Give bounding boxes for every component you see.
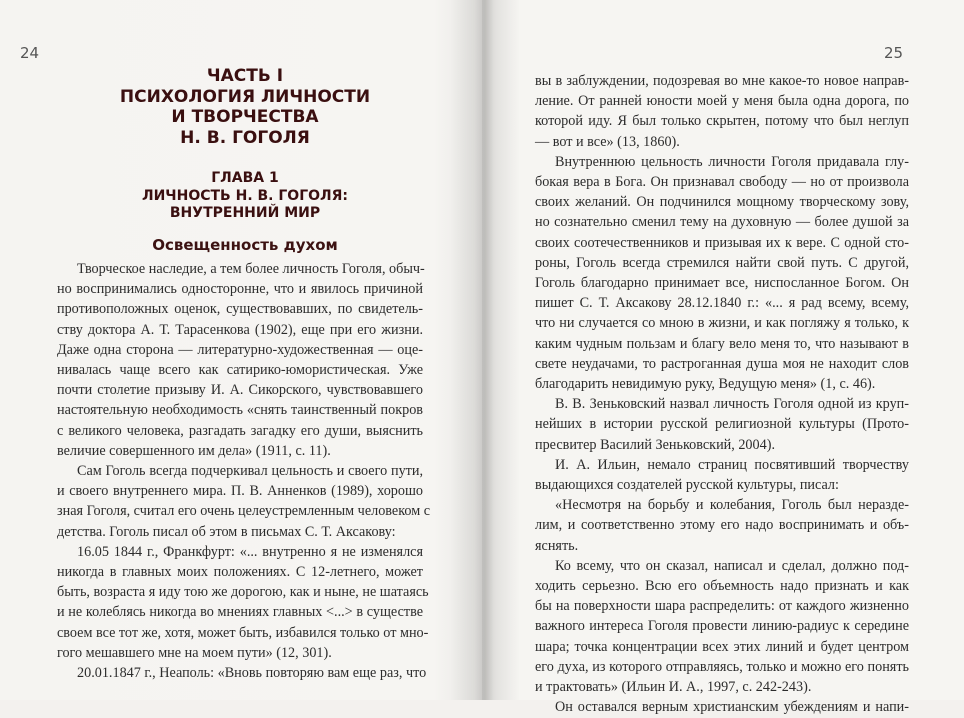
text-line: пресвитер Василий Зеньковский, 2004). [535,436,775,453]
text-line: и не колеблясь никогда во мнениях главных <...> в существе [57,604,423,621]
text-line: нивалась чаще всего как сатирико-юмористическая. Уже [57,362,423,379]
text-line: и своего внутреннего мира. П. В. Анненков (1989), хорошо [57,483,423,500]
part-title-line: ЧАСТЬ I [206,66,284,86]
part-title-line: И ТВОРЧЕСТВА [171,107,319,127]
text-line: важного интереса Гоголя провести линию-радиус к середине [535,618,909,635]
text-line: Гоголь благодарно принимает все, ниспосланное Богом. Он [535,275,909,292]
text-line: Даже одна сторона — литературно-художественная — оце- [57,341,423,358]
page-number-right: 25 [884,44,904,62]
text-line: детства. Гоголь писал об этом в письмах С. Т. Аксакову: [57,523,396,540]
text-line: своих соотечественников и призывая их к вере. С одной сто- [535,234,909,251]
text-line: каким чудным пользам и благу вело меня то, что называют в [535,335,909,352]
text-line: Творческое наследие, а тем более личность Гоголя, обыч- [77,261,425,277]
text-line: благодарить невидимую руку, Ведущую меня» (1, с. 46). [535,376,876,393]
text-line: свете неудачами, то растроганная душа моя не находит слов [535,355,909,372]
text-line: роны, Гоголь всегда стремился найти свой путь. С другой, [535,254,909,271]
text-line: «Несмотря на борьбу и колебания, Гоголь был нераздe- [555,497,909,514]
text-line: но воспринимались односторонне, что и явилось причиной [57,281,423,298]
text-line: но сознательно сменил тему на духовную — более душой за [535,214,909,231]
text-line: почти столетие призыву И. А. Сикорского, чувствовавшего [57,382,423,399]
text-line: своих желаний. Он подчинился мощному творческому зову, [535,194,909,211]
text-line: Сам Гоголь всегда подчеркивал цельность и своего пути, [77,463,423,480]
page-number-left: 24 [20,44,40,62]
text-line: противоположных оценок, существовавших, по свидетель- [57,301,423,318]
text-line: которой иду. Я был только скрытен, потому что был неглуп [535,113,909,130]
text-line: ление. От ранней юности моей у меня была одна дорога, по [535,93,909,110]
text-line: что ни случается со мною в жизни, и как погляжу я только, к [535,315,909,332]
text-line: — вот и все» (13, 1860). [535,133,680,150]
right-body-text [535,71,909,718]
text-line: своем все тот же, хотя, может быть, избавился только от мно- [57,624,429,641]
book-gutter [450,0,520,700]
text-line: бы на поверхности шара распределить: от каждого жизненно [535,598,909,615]
text-line: ходить серьезно. Всю его объемность надо признать и как [535,578,909,595]
text-line: яснять. [535,537,579,554]
text-line: его духа, из которого отправляясь, только и можно его понять [535,658,909,675]
text-line: И. А. Ильин, немало страниц посвятивший творчеству [555,456,909,473]
text-line: и трактовать» (Ильин И. А., 1997, с. 242-243). [535,679,812,696]
text-line: с великого человека, разгадать загадку его души, выяснить [57,422,423,439]
text-line: бокая вера в Бога. Он признавал свободу — но от произвола [535,174,909,191]
text-line: гого мешавшего мне на моем пути» (12, 301). [57,644,332,661]
text-line: 20.01.1847 г., Неаполь: «Вновь повторяю вам еще раз, что [77,665,427,682]
text-line: величие совершенного им дела» (1911, с. 11). [57,442,331,459]
text-line: 16.05 1844 г., Франкфурт: «... внутренно я не изменялся [77,543,423,560]
text-line: быть, возраста я иду тою же дорогою, как и ныне, не шатаясь [57,584,429,601]
text-line: шара; точка концентрации всех этих линий и будет центром [535,638,909,655]
text-line: вы в заблуждении, подозревая во мне какое-то новое направ- [535,73,909,89]
text-line: нейших в истории русской религиозной культуры (Прото- [535,416,909,433]
chapter-title-line: ВНУТРЕННИЙ МИР [169,205,321,221]
text-line: выдающихся создателей русской культуры, писал: [535,477,839,494]
text-line: пишет С. Т. Аксакову 28.12.1840 г.: «... я рад всему, всему, [535,295,909,312]
part-title [60,66,430,148]
chapter-title-line: ГЛАВА 1 [211,170,279,186]
part-title-line: ПСИХОЛОГИЯ ЛИЧНОСТИ [119,86,371,107]
left-body-text [57,259,431,683]
text-line: настоятельную необходимость «снять таинственный покров [57,402,423,419]
section-title: Освещенность духом [152,236,338,254]
text-line: Внутреннюю цельность личности Гоголя придавала глу- [555,153,909,170]
text-line: ству доктора А. Т. Тарасенкова (1902), еще при его жизни. [57,321,423,338]
text-line: Он оставался верным христианским убеждениям и напи- [555,699,909,716]
text-line: лим, и соответственно этому его надо воспринимать и объ- [535,517,909,534]
chapter-title [60,170,430,223]
part-title-line: Н. В. ГОГОЛЯ [180,127,310,148]
text-line: Ко всему, что он сказал, написал и сделал, должно под- [555,557,909,574]
text-line: В. В. Зеньковский назвал личность Гоголя одной из круп- [555,396,909,413]
text-line: зная Гоголя, считал его очень целеустремленным человеком с [57,503,431,520]
text-line: никогда в главных моих положениях. С 12-летнего, может [57,564,423,581]
chapter-title-line: ЛИЧНОСТЬ Н. В. ГОГОЛЯ: [141,187,349,204]
